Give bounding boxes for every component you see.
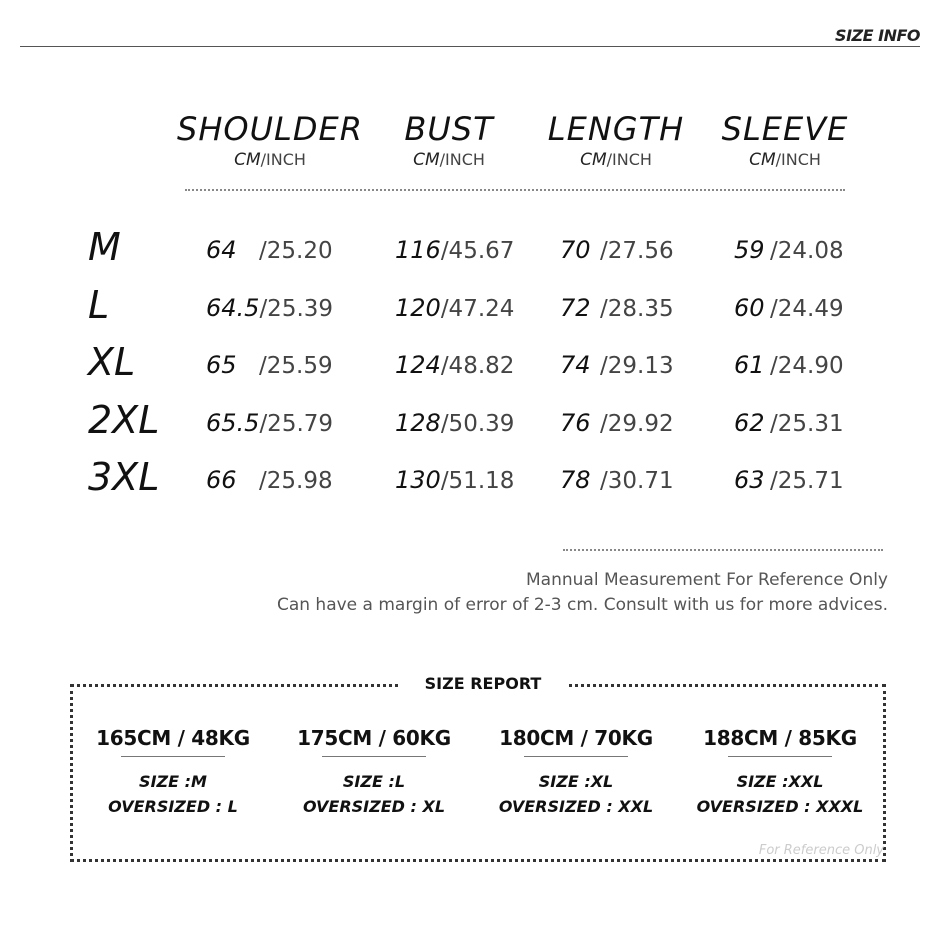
- table-cell: 61 /24.90: [734, 351, 844, 379]
- column-unit: CM/INCH: [234, 150, 306, 170]
- entry-divider: [524, 756, 628, 757]
- reference-note: Mannual Measurement For Reference Only: [526, 570, 888, 590]
- table-cell: 130/51.18: [395, 466, 515, 494]
- notes-dotted-divider: [563, 549, 883, 551]
- size-report-entry: [680, 726, 880, 819]
- size-label-xl: XL: [88, 340, 136, 384]
- table-cell: 64.5/25.39: [206, 294, 334, 322]
- column-name: BUST: [404, 110, 494, 148]
- column-name: SHOULDER: [177, 110, 363, 148]
- table-cell: 64 /25.20: [206, 236, 333, 264]
- size-label-l: L: [88, 283, 110, 327]
- oversized-size: OVERSIZED : XL: [302, 797, 446, 816]
- column-header-shoulder: [175, 110, 365, 170]
- recommended-size: SIZE :M: [139, 772, 207, 791]
- table-cell: 63 /25.71: [734, 466, 844, 494]
- column-header-bust: [354, 110, 544, 170]
- table-cell: 78 /30.71: [560, 466, 674, 494]
- size-label-2xl: 2XL: [88, 398, 160, 442]
- height-weight: 175CM / 60KG: [297, 726, 451, 750]
- table-cell: 66 /25.98: [206, 466, 333, 494]
- size-report-entry: [476, 726, 676, 819]
- column-header-length: [521, 110, 711, 170]
- table-cell: 116/45.67: [395, 236, 515, 264]
- oversized-size: OVERSIZED : L: [108, 797, 238, 816]
- column-unit: CM/INCH: [580, 150, 652, 170]
- table-cell: 72 /28.35: [560, 294, 674, 322]
- recommended-size: SIZE :XXL: [736, 772, 824, 791]
- size-label-m: M: [88, 225, 121, 269]
- page-title: SIZE INFO: [835, 26, 920, 45]
- table-cell: 76 /29.92: [560, 409, 674, 437]
- table-cell: 59 /24.08: [734, 236, 844, 264]
- column-unit: CM/INCH: [413, 150, 485, 170]
- column-name: SLEEVE: [721, 110, 849, 148]
- height-weight: 165CM / 48KG: [96, 726, 250, 750]
- header-dotted-divider: [185, 189, 845, 191]
- oversized-size: OVERSIZED : XXL: [498, 797, 654, 816]
- table-cell: 120/47.24: [395, 294, 515, 322]
- table-cell: 65 /25.59: [206, 351, 333, 379]
- recommended-size: SIZE :XL: [538, 772, 614, 791]
- column-header-sleeve: [690, 110, 880, 170]
- table-cell: 62 /25.31: [734, 409, 844, 437]
- table-cell: 65.5/25.79: [206, 409, 334, 437]
- column-name: LENGTH: [547, 110, 685, 148]
- height-weight: 180CM / 70KG: [499, 726, 653, 750]
- height-weight: 188CM / 85KG: [703, 726, 857, 750]
- table-cell: 60 /24.49: [734, 294, 844, 322]
- entry-divider: [322, 756, 426, 757]
- size-report-entry: [73, 726, 273, 819]
- oversized-size: OVERSIZED : XXXL: [696, 797, 864, 816]
- size-label-3xl: 3XL: [88, 455, 160, 499]
- table-cell: 124/48.82: [395, 351, 515, 379]
- margin-note: Can have a margin of error of 2-3 cm. Consult with us for more advices.: [276, 595, 888, 615]
- table-cell: 128/50.39: [395, 409, 515, 437]
- entry-divider: [728, 756, 832, 757]
- column-unit: CM/INCH: [749, 150, 821, 170]
- size-report-title: SIZE REPORT: [400, 674, 566, 693]
- size-report-entry: [274, 726, 474, 819]
- table-cell: 74 /29.13: [560, 351, 674, 379]
- entry-divider: [121, 756, 225, 757]
- table-cell: 70 /27.56: [560, 236, 674, 264]
- reference-only-footnote: For Reference Only: [758, 843, 884, 858]
- header-divider: [20, 46, 920, 47]
- recommended-size: SIZE :L: [342, 772, 406, 791]
